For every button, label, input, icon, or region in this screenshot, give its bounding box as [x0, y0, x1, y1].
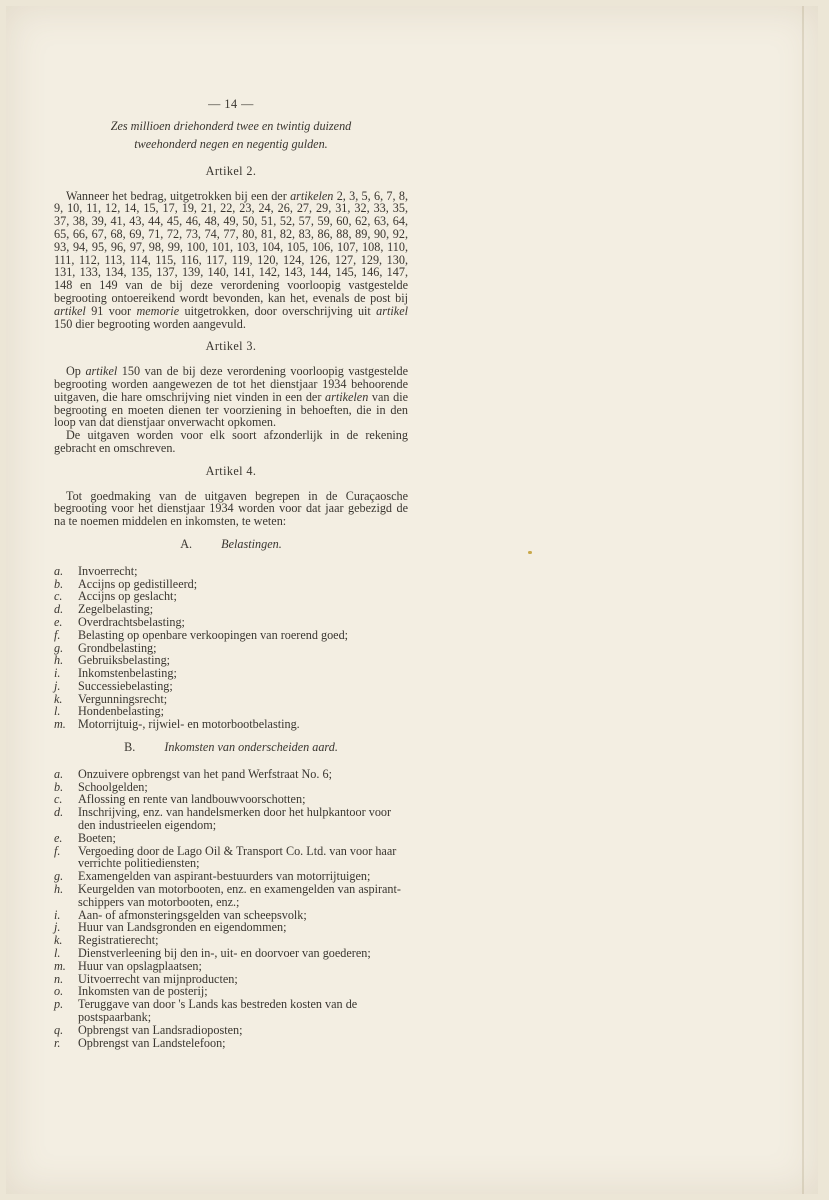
list-item-letter: a.	[54, 563, 64, 578]
list-item-letter: h.	[54, 653, 64, 668]
list-item-text: Huur van opslagplaatsen;	[78, 958, 202, 973]
list-item-text: Accijns op gedistilleerd;	[78, 576, 198, 591]
heading-line-2: tweehonderd negen en negentig gulden.	[134, 136, 328, 151]
list-item-text: Registratierecht;	[78, 933, 159, 948]
article-2-text: Wanneer het bedrag, uitgetrokken bij een der artikelen 2, 3, 5, 6, 7, 8, 9, 10, 11, 12, 14, 15, 17, 19, 21, 22, 23, 24, 26, 27, 29, 31, 32, 33, 35, 37, 38, 39, 41, 43, 44, 45, 46, 48, 49, 50, 51, 52, 57, 59, 60, 62, 63, 64, 65, 66, 67, 68, 69, 71, 72, 73, 74, 77, 80, 81, 82, 83, 86, 88, 89, 90, 92, 93, 94, 95, 96, 97, 98, 99, 100, 101, 103, 104, 105, 106, 107, 108, 110, 111, 112, 113, 114, 115, 116, 117, 119, 120, 124, 126, 127, 129, 130, 131, 133, 134, 135, 137, 139, 140, 141, 142, 143, 144, 145, 146, 147, 148 en 149 van de bij deze verordening voorloopig vastgestelde begrooting ontoereikend wordt bevonden, kan het, evenals de post bij artikel 91 voor memorie uitgetrokken, door overschrijving uit artikel 150 dier begrooting worden aangevuld.	[54, 188, 408, 331]
list-item-text: Accijns op geslacht;	[78, 589, 177, 604]
list-item	[54, 947, 408, 960]
list-item-letter: i.	[54, 907, 61, 922]
list-item-letter: c.	[54, 792, 63, 807]
article-3-title: Artikel 3.	[205, 339, 257, 354]
list-item	[54, 1024, 408, 1037]
section-a-title: Belastingen.	[221, 536, 282, 551]
page-number: — 14 —	[208, 97, 254, 111]
page-content	[54, 98, 408, 1049]
article-4-title: Artikel 4.	[205, 463, 257, 478]
list-item-letter: d.	[54, 805, 64, 820]
list-item-text: Zegelbelasting;	[78, 602, 154, 617]
list-item-text: Vergunningsrecht;	[78, 691, 168, 706]
list-item-text: Teruggave van door 's Lands kas bestreden kosten van de postspaarbank;	[78, 997, 358, 1025]
list-item	[54, 806, 408, 832]
article-2-title: Artikel 2.	[205, 163, 257, 178]
list-item-text: Inschrijving, enz. van handelsmerken door het hulpkantoor voor den industrieelen eigendom;	[78, 805, 392, 833]
list-item	[54, 845, 408, 871]
list-item-text: Examengelden van aspirant-bestuurders van motorrijtuigen;	[78, 869, 371, 884]
article-3-text-2: De uitgaven worden voor elk soort afzonderlijk in de rekening gebracht en omschreven.	[54, 428, 408, 455]
document-page	[6, 6, 818, 1194]
list-item-text: Inkomstenbelasting;	[78, 666, 177, 681]
list-item	[54, 768, 408, 781]
section-a-heading	[54, 538, 408, 551]
list-item-letter: e.	[54, 830, 63, 845]
list-item-text: Huur van Landsgronden en eigendommen;	[78, 920, 287, 935]
list-item-text: Invoerrecht;	[78, 563, 138, 578]
list-item	[54, 565, 408, 578]
list-item-text: Onzuivere opbrengst van het pand Werfstraat No. 6;	[78, 766, 332, 781]
list-item-letter: o.	[54, 984, 64, 999]
list-item	[54, 998, 408, 1024]
list-item-letter: b.	[54, 576, 64, 591]
section-a-list	[54, 565, 408, 731]
list-item	[54, 616, 408, 629]
list-item-letter: e.	[54, 614, 63, 629]
list-item	[54, 1037, 408, 1050]
list-item-letter: j.	[54, 678, 61, 693]
list-item-text: Aan- of afmonsteringsgelden van scheepsvolk;	[78, 907, 307, 922]
list-item-text: Hondenbelasting;	[78, 704, 164, 719]
section-b-heading	[54, 741, 408, 754]
list-item-letter: l.	[54, 704, 61, 719]
section-b-list	[54, 768, 408, 1050]
list-item-letter: b.	[54, 779, 64, 794]
list-item-text: Gebruiksbelasting;	[78, 653, 171, 668]
list-item-letter: p.	[54, 997, 64, 1012]
list-item-text: Belasting op openbare verkoopingen van roerend goed;	[78, 627, 349, 642]
article-3-text: Op artikel 150 van de bij deze verordening voorloopig vastgestelde begrooting worden aangewezen de tot het dienstjaar 1934 behoorende uitgaven, die hare omschrijving niet vinden in een der artikelen van die begrooting en moeten dienen ter voorziening in behoeften, die in den loop van dat dienstjaar onverwacht opkomen.	[54, 364, 408, 430]
heading-line-1: Zes millioen driehonderd twee en twintig duizend	[110, 118, 352, 133]
list-item-text: Grondbelasting;	[78, 640, 157, 655]
list-item-text: Overdrachtsbelasting;	[78, 614, 185, 629]
list-item-text: Successiebelasting;	[78, 678, 173, 693]
list-item-text: Motorrijtuig-, rijwiel- en motorbootbelasting.	[78, 717, 300, 732]
list-item-letter: j.	[54, 920, 61, 935]
list-item	[54, 603, 408, 616]
list-item-text: Vergoeding door de Lago Oil & Transport Co. Ltd. van voor haar verrichte politiediensten;	[78, 843, 397, 871]
list-item-letter: d.	[54, 602, 64, 617]
list-item-letter: r.	[54, 1035, 61, 1050]
list-item-text: Aflossing en rente van landbouwvoorschotten;	[78, 792, 306, 807]
list-item	[54, 832, 408, 845]
section-b-title: Inkomsten van onderscheiden aard.	[164, 740, 338, 755]
list-item-text: Boeten;	[78, 830, 116, 845]
list-item	[54, 667, 408, 680]
article-4-text: Tot goedmaking van de uitgaven begrepen in de Curaçaosche begrooting voor het dienstjaar 1934 worden voor dat jaar gebezigd de na te noemen middelen en inkomsten, te weten:	[54, 488, 408, 529]
list-item	[54, 960, 408, 973]
list-item-letter: h.	[54, 882, 64, 897]
section-a-letter: A.	[180, 536, 193, 551]
list-item-text: Dienstverleening bij den in-, uit- en doorvoer van goederen;	[78, 946, 371, 961]
list-item-letter: k.	[54, 933, 63, 948]
list-item-letter: n.	[54, 971, 64, 986]
section-b-letter: B.	[124, 740, 136, 755]
list-item-letter: g.	[54, 869, 64, 884]
list-item	[54, 680, 408, 693]
list-item-letter: f.	[54, 627, 61, 642]
list-item-text: Keurgelden van motorbooten, enz. en examengelden van aspirant-schippers van motorbooten, enz.;	[78, 882, 401, 909]
list-item-letter: m.	[54, 958, 66, 973]
paper-stain	[528, 551, 532, 554]
list-item-letter: i.	[54, 666, 61, 681]
list-item-letter: k.	[54, 691, 63, 706]
list-item-letter: f.	[54, 843, 61, 858]
list-item-letter: c.	[54, 589, 63, 604]
list-item	[54, 883, 408, 909]
list-item-letter: a.	[54, 766, 64, 781]
list-item-text: Schoolgelden;	[78, 779, 148, 794]
list-item	[54, 718, 408, 731]
list-item	[54, 629, 408, 642]
decree-heading	[54, 117, 408, 153]
list-item-letter: g.	[54, 640, 64, 655]
list-item-text: Inkomsten van de posterij;	[78, 984, 208, 999]
list-item-letter: q.	[54, 1022, 64, 1037]
list-item-text: Opbrengst van Landstelefoon;	[78, 1035, 226, 1050]
list-item-letter: l.	[54, 946, 61, 961]
list-item-text: Uitvoerrecht van mijnproducten;	[78, 971, 238, 986]
list-item-text: Opbrengst van Landsradioposten;	[78, 1022, 243, 1037]
list-item-letter: m.	[54, 717, 66, 732]
